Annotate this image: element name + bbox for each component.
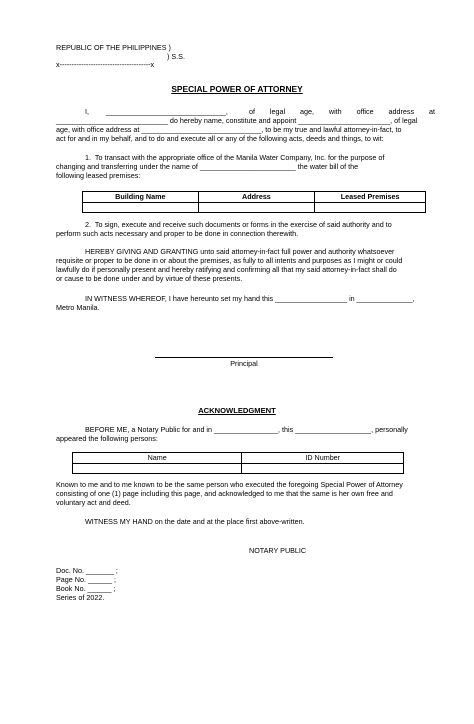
- witness-hand: WITNESS MY HAND on the date and at the place first above-written.: [85, 517, 305, 526]
- premises-header-building: Building Name: [83, 192, 199, 203]
- page-no: Page No. ______ ;: [56, 575, 116, 584]
- granting-line-3: lawfully do if personally present and hereby ratifying and confirming all that my said attorney-in-fact shall do: [56, 265, 397, 274]
- republic-header: REPUBLIC OF THE PHILIPPINES ): [56, 43, 171, 52]
- item1-line-3: following leased premises:: [56, 171, 141, 180]
- premises-table-header-row: [83, 192, 426, 203]
- id-header-name: Name: [73, 453, 242, 464]
- witness-line-2: Metro Manila.: [56, 303, 100, 312]
- id-header-number: ID Number: [242, 453, 404, 464]
- known-line-1: Known to me and to me known to be the same person who executed the foregoing Special Power of Attorney: [56, 480, 403, 489]
- intro-line-4: act for and in my behalf, and to do and execute all or any of the following acts, deeds and things, to wit:: [56, 134, 384, 143]
- intro-i: I,: [85, 107, 89, 116]
- intro-line-3: age, with office address at ______________________________, to be my true and lawful attorney-in-fact, to: [56, 125, 402, 134]
- granting-line-4: or cause to be done under and by virtue of these presents.: [56, 274, 243, 283]
- item1-line-1: 1. To transact with the appropriate office of the Manila Water Company, Inc. for the purpose of: [85, 153, 385, 162]
- granting-line-2: requisite or proper to be done in or about the premises, as fully to all intents and purposes as I might or could: [56, 256, 403, 265]
- intro-blank: ______________________________,: [106, 107, 228, 116]
- premises-cell-leased[interactable]: [315, 202, 426, 212]
- witness-line-1: IN WITNESS WHEREOF, I have hereunto set my hand this __________________ in ______________,: [85, 294, 415, 303]
- id-table-header-row: [73, 453, 404, 464]
- item2-line-1: 2. To sign, execute and receive such documents or forms in the exercise of said authority and to: [85, 220, 392, 229]
- book-no: Book No. ______ ;: [56, 584, 116, 593]
- id-table-row: [73, 463, 404, 473]
- header-divider: x--------------------------------------x: [56, 60, 155, 69]
- premises-header-leased: Leased Premises: [315, 192, 426, 203]
- notary-public-label: NOTARY PUBLIC: [249, 546, 307, 555]
- known-line-3: voluntary act and deed.: [56, 498, 131, 507]
- acknowledgment-title: ACKNOWLEDGMENT: [198, 406, 276, 415]
- ack-line-1: BEFORE ME, a Notary Public for and in ________________, this ___________________, personally: [85, 425, 408, 434]
- id-cell-number[interactable]: [242, 463, 404, 473]
- series-year: Series of 2022.: [56, 593, 105, 602]
- granting-line-1: HEREBY GIVING AND GRANTING unto said attorney-in-fact full power and authority whatsoever: [85, 247, 395, 256]
- principal-signature-line[interactable]: [155, 357, 333, 358]
- doc-no: Doc. No. _______ ;: [56, 566, 118, 575]
- ack-line-2: appeared the following persons:: [56, 434, 158, 443]
- premises-cell-building[interactable]: [83, 202, 199, 212]
- ss-header: ) S.S.: [167, 52, 185, 61]
- premises-table: [82, 191, 426, 213]
- intro-legal-age: of legal age, with office address at: [249, 107, 435, 116]
- premises-header-address: Address: [198, 192, 315, 203]
- id-cell-name[interactable]: [73, 463, 242, 473]
- known-line-2: consisting of one (1) page including this page, and acknowledged to me that the same is her own free and: [56, 489, 393, 498]
- id-table: [72, 452, 404, 474]
- document-title: SPECIAL POWER OF ATTORNEY: [171, 84, 303, 94]
- premises-table-row: [83, 202, 426, 212]
- item1-line-2: changing and transferring under the name of ________________________ the water bill of the: [56, 162, 359, 171]
- premises-cell-address[interactable]: [198, 202, 315, 212]
- item2-line-2: perform such acts necessary and proper to be done in connection therewith.: [56, 229, 299, 238]
- principal-label: Principal: [230, 359, 258, 368]
- intro-line-2: ____________________________ do hereby name, constitute and appoint _______________________, of legal: [56, 116, 418, 125]
